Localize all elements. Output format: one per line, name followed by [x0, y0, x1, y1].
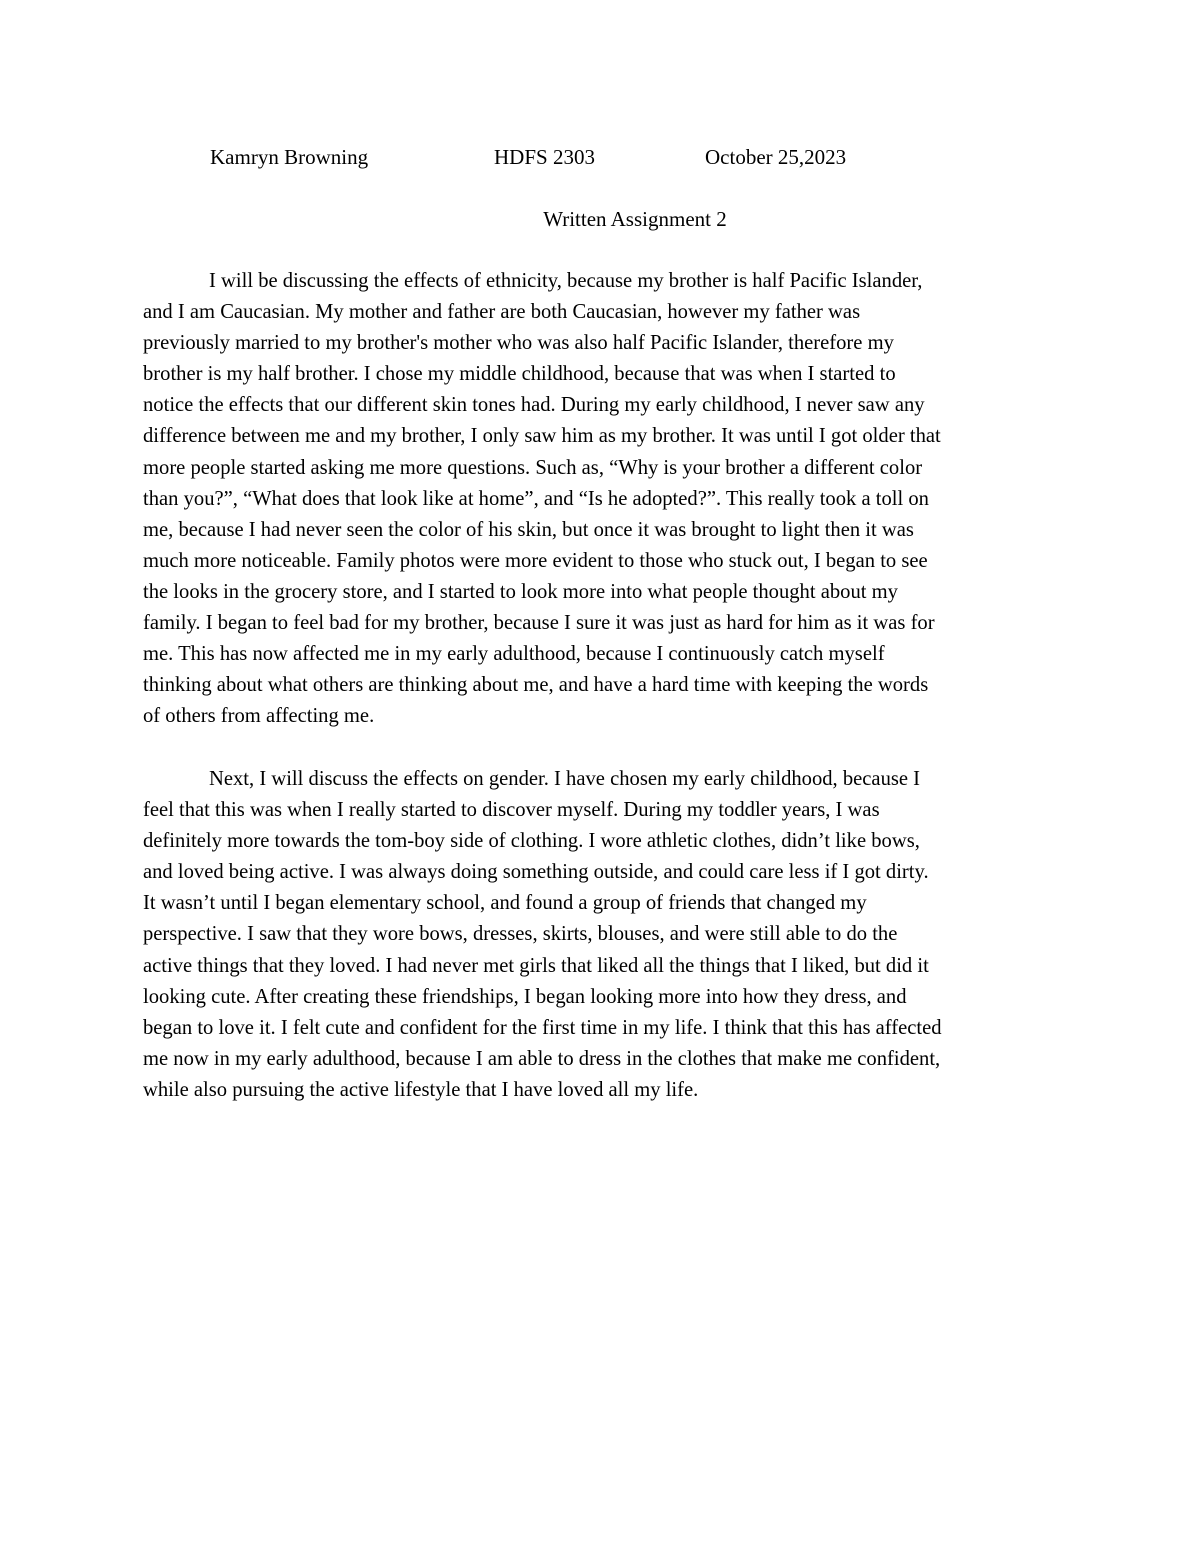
- paragraph-line: and I am Caucasian. My mother and father are both Caucasian, however my father was: [143, 301, 861, 324]
- paragraph-line: me, because I had never seen the color of his skin, but once it was brought to light then it was: [143, 518, 914, 541]
- paragraph-line: looking cute. After creating these friendships, I began looking more into how they dress, and: [143, 985, 907, 1008]
- paragraph-line: the looks in the grocery store, and I started to look more into what people thought about my: [143, 580, 898, 603]
- paragraph-line: previously married to my brother's mother who was also half Pacific Islander, therefore my: [143, 332, 894, 355]
- paragraph-line: began to love it. I felt cute and confident for the first time in my life. I think that this has affected: [143, 1016, 942, 1039]
- paragraph-line: I will be discussing the effects of ethnicity, because my brother is half Pacific Islander,: [209, 270, 923, 292]
- paragraph-line: notice the effects that our different skin tones had. During my early childhood, I never saw any: [143, 394, 925, 417]
- author-name: Kamryn Browning: [210, 145, 369, 169]
- paragraph-line: me now in my early adulthood, because I am able to dress in the clothes that make me confident,: [143, 1047, 941, 1070]
- submission-date: October 25,2023: [705, 145, 847, 169]
- paragraph-line: feel that this was when I really started to discover myself. During my toddler years, I was: [143, 799, 880, 822]
- paragraph-line: Next, I will discuss the effects on gender. I have chosen my early childhood, because I: [209, 768, 921, 790]
- paragraph-gender: [143, 764, 1055, 1106]
- document-title: Written Assignment 2: [543, 207, 727, 231]
- paragraph-line: thinking about what others are thinking about me, and have a hard time with keeping the words: [143, 674, 929, 697]
- paragraph-line: brother is my half brother. I chose my middle childhood, because that was when I started to: [143, 363, 896, 386]
- paragraph-line: while also pursuing the active lifestyle that I have loved all my life.: [143, 1078, 699, 1101]
- paragraph-line: and loved being active. I was always doing something outside, and could care less if I got dirty.: [143, 861, 929, 884]
- course-code: HDFS 2303: [494, 145, 595, 169]
- paragraph-line: me. This has now affected me in my early adulthood, because I continuously catch myself: [143, 643, 885, 666]
- paragraph-line: It wasn’t until I began elementary school, and found a group of friends that changed my: [143, 892, 867, 915]
- paragraph-line: perspective. I saw that they wore bows, dresses, skirts, blouses, and were still able to do the: [143, 923, 898, 946]
- paragraph-line: more people started asking me more questions. Such as, “Why is your brother a different color: [143, 456, 923, 479]
- document-header: [0, 142, 1200, 172]
- paragraph-line: than you?”, “What does that look like at home”, and “Is he adopted?”. This really took a toll on: [143, 487, 929, 510]
- paragraph-line: definitely more towards the tom-boy side of clothing. I wore athletic clothes, didn’t like bows,: [143, 830, 920, 853]
- paragraph-line: active things that they loved. I had never met girls that liked all the things that I liked, but did it: [143, 954, 929, 977]
- paragraph-line: much more noticeable. Family photos were more evident to those who stuck out, I began to see: [143, 549, 928, 572]
- paragraph-line: of others from affecting me.: [143, 705, 375, 728]
- paragraph-ethnicity: [143, 266, 1055, 732]
- paragraph-line: difference between me and my brother, I only saw him as my brother. It was until I got older that: [143, 425, 941, 448]
- paragraph-line: family. I began to feel bad for my brother, because I sure it was just as hard for him as it was for: [143, 612, 935, 635]
